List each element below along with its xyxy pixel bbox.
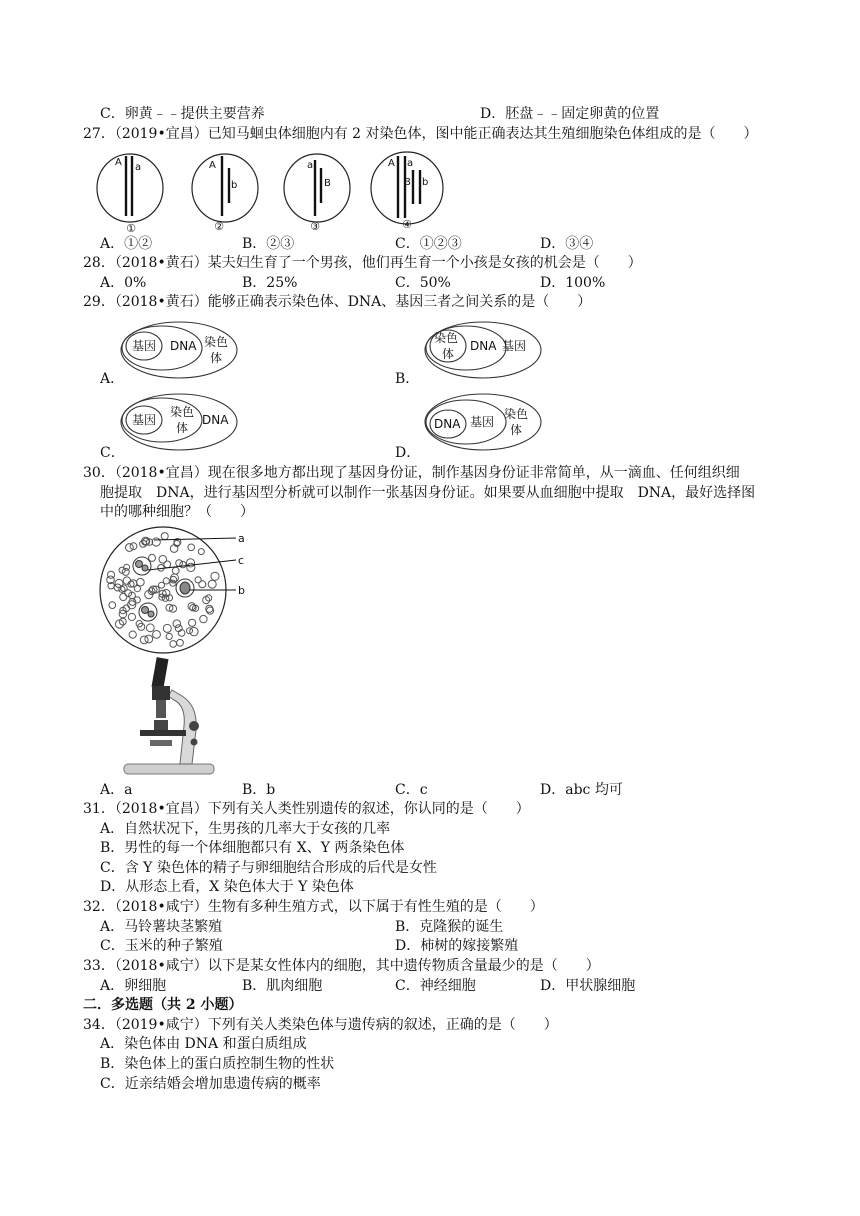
cell1-label-1: A	[115, 157, 122, 168]
b-chromosome-label-1: 染色	[434, 331, 459, 345]
q29-diagram-b	[422, 320, 544, 382]
cell2-number: ②	[214, 220, 224, 233]
q27-chromosome-figure	[95, 148, 455, 234]
q29-option-a: A．	[100, 371, 125, 387]
q32-option-d: D．柿树的嫁接繁殖	[395, 938, 519, 954]
q33-option-b: B．肌肉细胞	[242, 978, 323, 994]
c-chromosome-label-1: 染色	[170, 405, 195, 419]
cell3-number: ③	[310, 220, 320, 233]
q27-stem: 27．（2019•宜昌）已知马蛔虫体细胞内有 2 对染色体，图中能正确表达其生殖细胞染色体组成的是（ ）	[83, 126, 758, 142]
q27-option-c: C．①②③	[395, 236, 462, 252]
q30-stem-line-2: 胞提取 DNA，进行基因型分析就可以制作一张基因身份证。如果要从血细胞中提取 DNA，最好选择图	[100, 485, 756, 501]
q27-option-d: D．③④	[540, 236, 594, 252]
q27-option-b: B．②③	[242, 236, 295, 252]
q32-stem: 32．（2018•咸宁）生物有多种生殖方式，以下属于有性生殖的是（ ）	[83, 899, 544, 915]
d-chromosome-label-1: 染色	[504, 407, 529, 421]
q31-option-b: B．男性的每一个体细胞都只有 X、Y 两条染色体	[100, 840, 405, 856]
cell4-label-3: B	[404, 177, 411, 188]
q33-option-d: D．甲状腺细胞	[540, 978, 636, 994]
c-gene-label: 基因	[132, 413, 157, 427]
q34-option-b: B．染色体上的蛋白质控制生物的性状	[100, 1056, 335, 1072]
q29-option-c: C．	[100, 445, 125, 461]
a-gene-label: 基因	[132, 339, 157, 353]
q29-diagram-a	[118, 320, 240, 382]
b-chromosome-label-2: 体	[442, 347, 455, 361]
q30-option-c: C．c	[395, 782, 428, 798]
q34-option-c: C．近亲结婚会增加患遗传病的概率	[100, 1076, 321, 1092]
q32-option-c: C．玉米的种子繁殖	[100, 938, 223, 954]
q33-option-c: C．神经细胞	[395, 978, 476, 994]
a-dna-label: DNA	[170, 339, 197, 353]
q30-option-a: A．a	[100, 782, 133, 798]
d-dna-label: DNA	[434, 417, 461, 431]
cell4-number: ④	[402, 218, 412, 231]
cell3-label-1: a	[307, 160, 314, 171]
cell4-label-1: A	[388, 158, 395, 169]
q31-option-d: D．从形态上看，X 染色体大于 Y 染色体	[100, 879, 354, 895]
d-gene-label: 基因	[470, 415, 495, 429]
q32-option-b: B．克隆猴的诞生	[395, 919, 504, 935]
cell4-label-4: b	[422, 177, 429, 188]
a-chromosome-label-2: 体	[210, 351, 223, 365]
q29-option-b: B．	[395, 371, 420, 387]
q27-option-a: A．①②	[100, 236, 153, 252]
q28-option-c: C．50%	[395, 275, 451, 291]
b-dna-label: DNA	[470, 339, 497, 353]
cell1-label-2: a	[135, 162, 142, 173]
q31-option-a: A．自然状况下，生男孩的几率大于女孩的几率	[100, 821, 391, 837]
q30-stem-line-1: 30．（2018•宜昌）现在很多地方都出现了基因身份证，制作基因身份证非常简单，从一滴血、任何组织细	[83, 465, 740, 481]
label-c: c	[238, 554, 245, 567]
q30-option-b: B．b	[242, 782, 276, 798]
section-heading: 二．多选题（共 2 小题）	[83, 997, 243, 1013]
q31-option-c: C．含 Y 染色体的精子与卵细胞结合形成的后代是女性	[100, 860, 437, 876]
label-b: b	[238, 584, 245, 597]
q28-option-a: A．0%	[100, 275, 147, 291]
cell2-label-1: A	[209, 160, 216, 171]
q30-option-d: D．abc 均可	[540, 782, 623, 798]
cell1-number: ①	[126, 222, 136, 235]
c-dna-label: DNA	[202, 413, 229, 427]
cell3-label-2: B	[324, 178, 331, 189]
q32-option-a: A．马铃薯块茎繁殖	[100, 919, 223, 935]
blood-smear-figure	[98, 524, 258, 656]
q33-option-a: A．卵细胞	[100, 978, 167, 994]
q33-stem: 33．（2018•咸宁）以下是某女性体内的细胞，其中遗传物质含量最少的是（ ）	[83, 958, 600, 974]
q34-option-a: A．染色体由 DNA 和蛋白质组成	[100, 1036, 307, 1052]
d-chromosome-label-2: 体	[510, 423, 523, 437]
c-chromosome-label-2: 体	[176, 421, 189, 435]
microscope-icon	[110, 656, 220, 776]
q28-stem: 28．（2018•黄石）某夫妇生育了一个男孩，他们再生育一个小孩是女孩的机会是（ ）	[83, 255, 642, 271]
q26-option-c: C．卵黄﹣﹣提供主要营养	[100, 106, 265, 122]
b-gene-label: 基因	[502, 339, 527, 353]
q34-stem: 34．（2019•咸宁）下列有关人类染色体与遗传病的叙述，正确的是（ ）	[83, 1017, 558, 1033]
a-chromosome-label-1: 染色	[204, 335, 229, 349]
q29-diagram-c	[118, 392, 240, 454]
q29-stem: 29．（2018•黄石）能够正确表示染色体、DNA、基因三者之间关系的是（ ）	[83, 294, 592, 310]
q28-option-b: B．25%	[242, 275, 298, 291]
cell2-label-2: b	[231, 180, 238, 191]
q31-stem: 31．（2018•宜昌）下列有关人类性别遗传的叙述，你认同的是（ ）	[83, 801, 530, 817]
q28-option-d: D．100%	[540, 275, 606, 291]
q26-option-d: D．胚盘﹣﹣固定卵黄的位置	[480, 106, 660, 122]
q29-diagram-d	[422, 392, 544, 454]
label-a: a	[238, 532, 245, 545]
q30-stem-line-3: 中的哪种细胞？（ ）	[100, 504, 254, 520]
q29-option-d: D．	[395, 445, 421, 461]
cell4-label-2: a	[407, 158, 414, 169]
